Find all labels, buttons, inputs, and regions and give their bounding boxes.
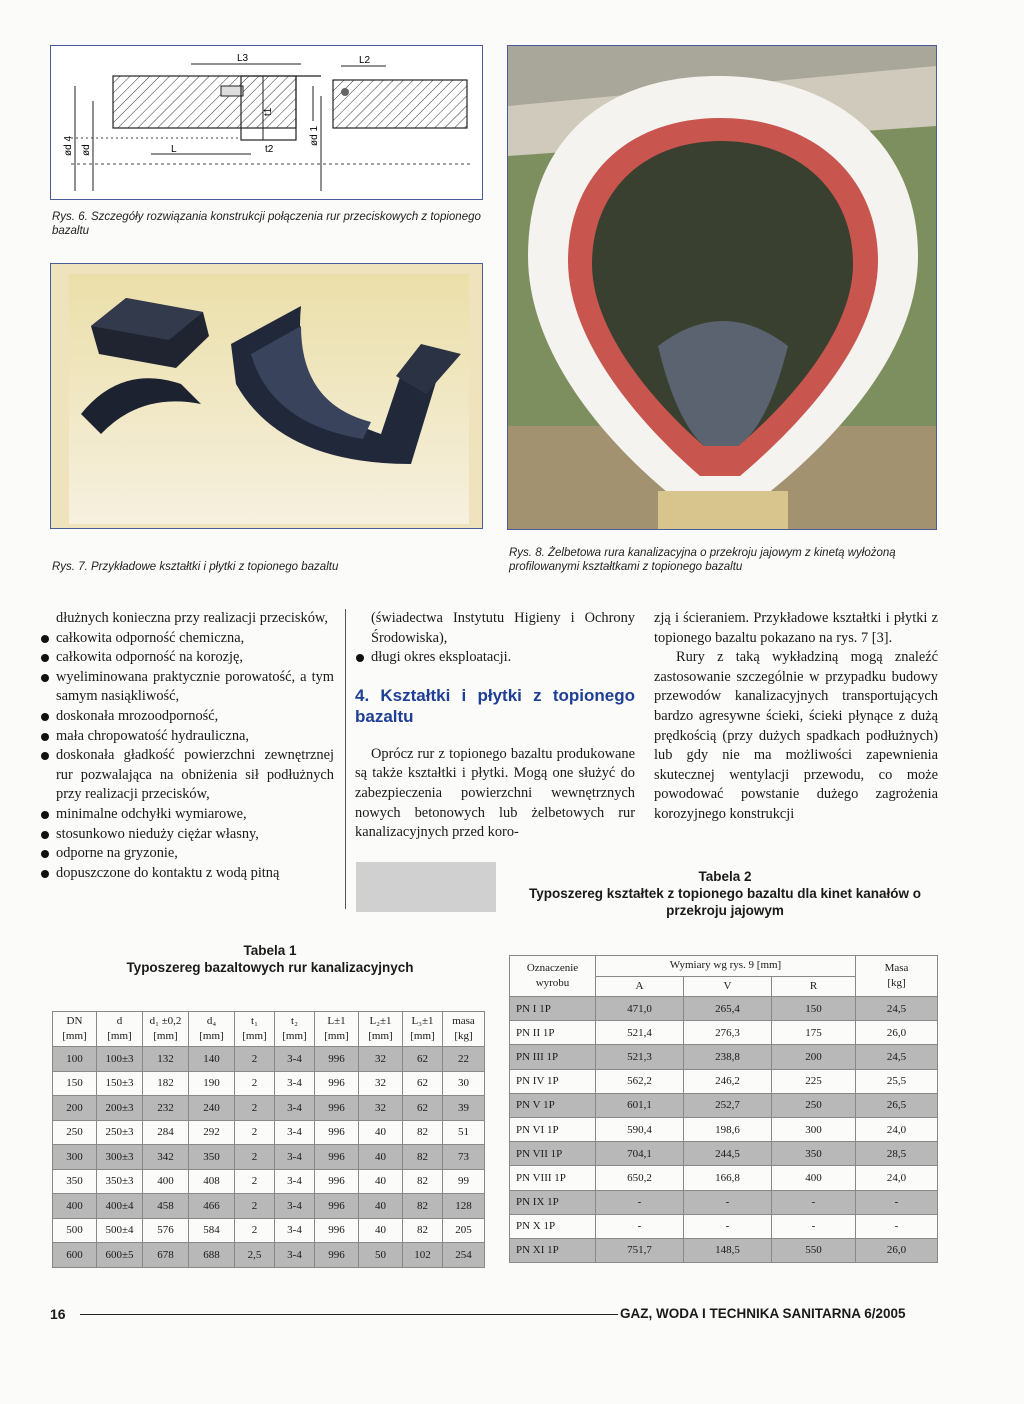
table-1-caption <box>80 942 460 976</box>
dim-l2: L2 <box>359 55 371 66</box>
table-cell: PN VI 1P <box>510 1117 596 1141</box>
table-cell: 400 <box>143 1169 189 1194</box>
page-number: 16 <box>50 1306 66 1322</box>
table-row <box>510 1142 938 1166</box>
table-row <box>53 1071 485 1096</box>
table-cell: 82 <box>403 1218 443 1243</box>
figure-7-photo <box>50 263 483 529</box>
table-1-header-cell: masa [kg] <box>443 1012 485 1047</box>
table-cell: 350 <box>189 1145 235 1170</box>
table-cell: 601,1 <box>596 1093 684 1117</box>
text-column-3 <box>654 609 938 825</box>
table-cell: 200 <box>53 1096 97 1121</box>
table-cell: - <box>772 1214 856 1238</box>
col2-cont: (świadectwa Instytutu Higieny i Ochrony Środowiska), <box>371 610 635 646</box>
table-cell: 244,5 <box>684 1142 772 1166</box>
table-cell: PN V 1P <box>510 1093 596 1117</box>
table-cell: 521,3 <box>596 1045 684 1069</box>
table-row <box>510 1045 938 1069</box>
table-cell: 28,5 <box>856 1142 938 1166</box>
table-cell: 150 <box>53 1071 97 1096</box>
table-cell: 190 <box>189 1071 235 1096</box>
table-cell: 26,0 <box>856 1238 938 1262</box>
table-cell: 458 <box>143 1194 189 1219</box>
table-cell: PN II 1P <box>510 1021 596 1045</box>
table-row <box>510 1166 938 1190</box>
pipe-joint-drawing <box>51 46 482 199</box>
table-cell: 996 <box>315 1169 359 1194</box>
table-cell: 200 <box>772 1045 856 1069</box>
table-cell: 996 <box>315 1145 359 1170</box>
table-cell: 2 <box>235 1071 275 1096</box>
table-cell: 600±5 <box>97 1243 143 1268</box>
table-cell: - <box>772 1190 856 1214</box>
table-cell: PN VII 1P <box>510 1142 596 1166</box>
table-2-header-v: V <box>684 976 772 997</box>
text-column-1 <box>40 609 334 883</box>
table-cell: 284 <box>143 1120 189 1145</box>
col2-paragraph: Oprócz rur z topionego bazaltu produkowane są także kształtki i płytki. Mogą one służyć do zabezpieczenia powierzchni wewnętrznych nowych betonowych lub żelbetowych rur kanalizacyjnych przed koro- <box>355 745 635 841</box>
table-cell: 182 <box>143 1071 189 1096</box>
table-row <box>53 1145 485 1170</box>
table-cell: 32 <box>359 1096 403 1121</box>
table-cell: 82 <box>403 1120 443 1145</box>
table-cell: 996 <box>315 1047 359 1072</box>
table-1-header-cell: t₁ [mm] <box>235 1012 275 1047</box>
footer-rule <box>80 1314 618 1315</box>
table-cell: PN X 1P <box>510 1214 596 1238</box>
table-cell: 254 <box>443 1243 485 1268</box>
table-cell: 148,5 <box>684 1238 772 1262</box>
table-cell: 342 <box>143 1145 189 1170</box>
table-cell: 265,4 <box>684 997 772 1021</box>
list-item: minimalne odchyłki wymiarowe, <box>40 805 334 825</box>
table-cell: 40 <box>359 1218 403 1243</box>
table-cell: 2 <box>235 1194 275 1219</box>
table-cell: 26,5 <box>856 1093 938 1117</box>
table-1-header-cell: L₃±1 [mm] <box>403 1012 443 1047</box>
col3-paragraph-1: zją i ścieraniem. Przykładowe kształtki i płytki z topionego bazaltu pokazano na rys. 7 [3]. <box>654 610 938 646</box>
table-cell: 150±3 <box>97 1071 143 1096</box>
list-item: stosunkowo nieduży ciężar własny, <box>40 825 334 845</box>
table-row <box>53 1047 485 1072</box>
table-cell: 400 <box>53 1194 97 1219</box>
table-cell: 40 <box>359 1194 403 1219</box>
table-cell: 240 <box>189 1096 235 1121</box>
dim-l: L <box>171 144 177 155</box>
table-cell: 205 <box>443 1218 485 1243</box>
table-row <box>53 1120 485 1145</box>
table-cell: PN XI 1P <box>510 1238 596 1262</box>
figure-8-photo <box>507 45 937 530</box>
table-cell: 996 <box>315 1243 359 1268</box>
table-cell: PN IX 1P <box>510 1190 596 1214</box>
list-item: doskonała mrozoodporność, <box>40 707 334 727</box>
table-cell: 166,8 <box>684 1166 772 1190</box>
table-2-header-mass: Masa [kg] <box>856 956 938 997</box>
table-cell: 198,6 <box>684 1117 772 1141</box>
table-cell: - <box>684 1190 772 1214</box>
table-2-header-group: Wymiary wg rys. 9 [mm] <box>596 956 856 977</box>
table-cell: - <box>856 1214 938 1238</box>
table-row <box>510 1117 938 1141</box>
text-column-2 <box>355 609 635 843</box>
table-cell: 2 <box>235 1096 275 1121</box>
table-cell: 2 <box>235 1169 275 1194</box>
table-cell: 678 <box>143 1243 189 1268</box>
table-row <box>510 1069 938 1093</box>
table-cell: 73 <box>443 1145 485 1170</box>
table-cell: 500 <box>53 1218 97 1243</box>
table-cell: 25,5 <box>856 1069 938 1093</box>
table-cell: 600 <box>53 1243 97 1268</box>
table-cell: 102 <box>403 1243 443 1268</box>
table-cell: 39 <box>443 1096 485 1121</box>
table-cell: 24,5 <box>856 1045 938 1069</box>
list-item: mała chropowatość hydrauliczna, <box>40 727 334 747</box>
table-cell: 62 <box>403 1047 443 1072</box>
list-item: doskonała gładkość powierzchni zewnętrznej rur pozwalająca na obniżenia sił podłużnych przy realizacji przecisków, <box>40 746 334 805</box>
column-divider <box>345 609 346 909</box>
table-cell: 3-4 <box>275 1071 315 1096</box>
table-cell: 466 <box>189 1194 235 1219</box>
dim-od4: ød 4 <box>63 135 74 156</box>
table-row <box>510 1238 938 1262</box>
table-cell: 576 <box>143 1218 189 1243</box>
table-cell: 62 <box>403 1096 443 1121</box>
table-cell: 550 <box>772 1238 856 1262</box>
table-cell: - <box>684 1214 772 1238</box>
table-1-header-cell: L±1 [mm] <box>315 1012 359 1047</box>
table-2-header-a: A <box>596 976 684 997</box>
table-cell: 62 <box>403 1071 443 1096</box>
table-cell: 2 <box>235 1047 275 1072</box>
table-cell: 24,0 <box>856 1166 938 1190</box>
list-item: całkowita odporność chemiczna, <box>40 629 334 649</box>
table-1-header-cell: L₂±1 [mm] <box>359 1012 403 1047</box>
section-4-heading: 4. Kształtki i płytki z topionego bazaltu <box>355 685 635 726</box>
table-row <box>510 997 938 1021</box>
table-cell: 99 <box>443 1169 485 1194</box>
list-item: długi okres eksploatacji. <box>355 648 635 668</box>
table-cell: 100±3 <box>97 1047 143 1072</box>
table-cell: 250±3 <box>97 1120 143 1145</box>
dim-od: ød <box>81 144 92 156</box>
table-cell: 40 <box>359 1120 403 1145</box>
table-cell: 350±3 <box>97 1169 143 1194</box>
table-cell: 26,0 <box>856 1021 938 1045</box>
table-cell: PN III 1P <box>510 1045 596 1069</box>
table-cell: PN VIII 1P <box>510 1166 596 1190</box>
table-cell: 3-4 <box>275 1243 315 1268</box>
table-cell: 40 <box>359 1145 403 1170</box>
table-cell: 400 <box>772 1166 856 1190</box>
table-cell: 590,4 <box>596 1117 684 1141</box>
table-cell: 996 <box>315 1194 359 1219</box>
list-item: wyeliminowana praktycznie porowatość, a tym samym nasiąkliwość, <box>40 668 334 707</box>
table-2-header-row <box>510 956 938 977</box>
table-2-header-name: Oznaczenie wyrobu <box>510 956 596 997</box>
table-cell: 140 <box>189 1047 235 1072</box>
table-cell: 996 <box>315 1218 359 1243</box>
table-cell: 100 <box>53 1047 97 1072</box>
table-cell: PN IV 1P <box>510 1069 596 1093</box>
dim-t1: t1 <box>263 107 274 116</box>
table-cell: 996 <box>315 1071 359 1096</box>
table-cell: 650,2 <box>596 1166 684 1190</box>
table-1-header-cell: d₄ [mm] <box>189 1012 235 1047</box>
table-cell: 2,5 <box>235 1243 275 1268</box>
table-cell: 51 <box>443 1120 485 1145</box>
table-cell: - <box>856 1190 938 1214</box>
table-cell: - <box>596 1214 684 1238</box>
table-cell: 30 <box>443 1071 485 1096</box>
table-cell: 32 <box>359 1047 403 1072</box>
table-row <box>510 1021 938 1045</box>
list-item: odporne na gryzonie, <box>40 844 334 864</box>
table-row <box>53 1096 485 1121</box>
table-cell: 225 <box>772 1069 856 1093</box>
table-2 <box>509 955 938 1263</box>
table-row <box>510 1093 938 1117</box>
table-cell: 688 <box>189 1243 235 1268</box>
table-cell: 128 <box>443 1194 485 1219</box>
table-1-title: Typoszereg bazaltowych rur kanalizacyjnych <box>126 960 414 975</box>
table-cell: 24,5 <box>856 997 938 1021</box>
table-cell: 252,7 <box>684 1093 772 1117</box>
table-cell: 400±4 <box>97 1194 143 1219</box>
table-cell: 175 <box>772 1021 856 1045</box>
table-row <box>510 1214 938 1238</box>
table-cell: 50 <box>359 1243 403 1268</box>
table-cell: 24,0 <box>856 1117 938 1141</box>
table-1-header-cell: t₂ [mm] <box>275 1012 315 1047</box>
table-row <box>53 1169 485 1194</box>
table-cell: 3-4 <box>275 1145 315 1170</box>
table-cell: 32 <box>359 1071 403 1096</box>
table-1-header-cell: d [mm] <box>97 1012 143 1047</box>
table-cell: 300 <box>772 1117 856 1141</box>
table-cell: 276,3 <box>684 1021 772 1045</box>
figure-6-drawing <box>50 45 483 200</box>
figure-7-caption: Rys. 7. Przykładowe kształtki i płytki z topionego bazaltu <box>52 561 339 573</box>
table-cell: 3-4 <box>275 1169 315 1194</box>
table-cell: 350 <box>53 1169 97 1194</box>
figure-8-caption: Rys. 8. Żelbetowa rura kanalizacyjna o przekroju jajowym z kinetą wyłożoną profilowanymi kształtkami z topionego bazaltu <box>509 547 896 573</box>
table-1-label: Tabela 1 <box>243 943 297 958</box>
table-cell: 751,7 <box>596 1238 684 1262</box>
dim-l3: L3 <box>237 53 249 64</box>
table-cell: 300 <box>53 1145 97 1170</box>
table-cell: 292 <box>189 1120 235 1145</box>
figure-6-caption: Rys. 6. Szczegóły rozwiązania konstrukcji połączenia rur przeciskowych z topionego bazaltu <box>52 211 481 237</box>
table-cell: - <box>596 1190 684 1214</box>
table-cell: 3-4 <box>275 1218 315 1243</box>
table-cell: PN I 1P <box>510 997 596 1021</box>
table-cell: 246,2 <box>684 1069 772 1093</box>
table-1-header-cell: DN [mm] <box>53 1012 97 1047</box>
journal-title: GAZ, WODA I TECHNIKA SANITARNA 6/2005 <box>620 1306 906 1321</box>
table-cell: 521,4 <box>596 1021 684 1045</box>
table-cell: 82 <box>403 1145 443 1170</box>
table-cell: 3-4 <box>275 1194 315 1219</box>
properties-list <box>40 629 334 884</box>
table-cell: 500±4 <box>97 1218 143 1243</box>
table-cell: 82 <box>403 1194 443 1219</box>
table-1-header-row <box>53 1012 485 1047</box>
table-2-caption <box>500 868 950 919</box>
table-cell: 200±3 <box>97 1096 143 1121</box>
table-cell: 562,2 <box>596 1069 684 1093</box>
table-cell: 232 <box>143 1096 189 1121</box>
table-cell: 300±3 <box>97 1145 143 1170</box>
table-cell: 82 <box>403 1169 443 1194</box>
table-cell: 238,8 <box>684 1045 772 1069</box>
table-1 <box>52 1011 485 1268</box>
table-cell: 3-4 <box>275 1047 315 1072</box>
table-cell: 408 <box>189 1169 235 1194</box>
dim-t2: t2 <box>265 144 274 155</box>
table-2-title: Typoszereg kształtek z topionego bazaltu dla kinet kanałów o przekroju jajowym <box>528 886 922 918</box>
table-cell: 3-4 <box>275 1120 315 1145</box>
table-cell: 132 <box>143 1047 189 1072</box>
table-row <box>53 1243 485 1268</box>
table-cell: 584 <box>189 1218 235 1243</box>
table-cell: 22 <box>443 1047 485 1072</box>
table-cell: 150 <box>772 997 856 1021</box>
table-cell: 2 <box>235 1145 275 1170</box>
table-cell: 3-4 <box>275 1096 315 1121</box>
col3-paragraph-2: Rury z taką wykładziną mogą znaleźć zastosowanie szczególnie w przypadku budowy przewodów kanalizacyjnych transportujących bardzo agresywne ścieki, ścieki płynące z dużą prędkością (przy dużych spadkach podłużnych) lub gdy nie ma możliwości zapewnienia skutecznej wentylacji przewodu, co może powodować powstanie dużego zagrożenia korozyjnego konstrukcji <box>654 649 938 822</box>
table-2-label: Tabela 2 <box>698 869 752 884</box>
table-2-header-r: R <box>772 976 856 997</box>
table-cell: 40 <box>359 1169 403 1194</box>
table-cell: 250 <box>772 1093 856 1117</box>
table-cell: 2 <box>235 1218 275 1243</box>
list-item: całkowita odporność na korozję, <box>40 648 334 668</box>
table-cell: 350 <box>772 1142 856 1166</box>
table-row <box>510 1190 938 1214</box>
table-cell: 471,0 <box>596 997 684 1021</box>
table-cell: 704,1 <box>596 1142 684 1166</box>
table-1-header-cell: d₁ ±0,2 [mm] <box>143 1012 189 1047</box>
list-item: dopuszczone do kontaktu z wodą pitną <box>40 864 334 884</box>
table-cell: 2 <box>235 1120 275 1145</box>
grey-box <box>356 862 496 912</box>
col1-intro: dłużnych konieczna przy realizacji przecisków, <box>56 610 328 626</box>
table-row <box>53 1194 485 1219</box>
table-cell: 996 <box>315 1096 359 1121</box>
table-cell: 996 <box>315 1120 359 1145</box>
table-row <box>53 1218 485 1243</box>
dim-od1: ød 1 <box>309 125 320 146</box>
table-cell: 250 <box>53 1120 97 1145</box>
